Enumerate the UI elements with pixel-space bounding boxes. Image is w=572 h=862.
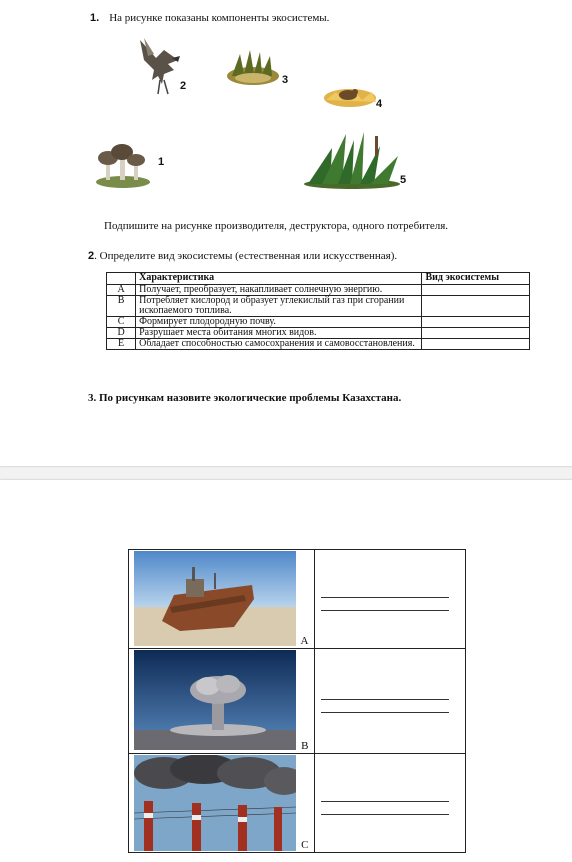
table-row <box>129 754 466 853</box>
image-label-a: A <box>300 635 309 647</box>
factory-smoke-photo <box>134 755 296 851</box>
image-cell-b <box>129 649 315 754</box>
row-answer-cell[interactable] <box>422 339 530 350</box>
table-row <box>107 296 530 317</box>
table-header-row <box>107 273 530 285</box>
row-characteristic: Обладает способностью самосохранения и самовосстановления. <box>136 339 422 350</box>
answer-line[interactable] <box>321 801 449 802</box>
mushroom-cloud-photo <box>134 650 296 750</box>
grass-nest-icon <box>224 48 282 88</box>
image-cell-c <box>129 754 315 853</box>
row-answer-cell[interactable] <box>422 328 530 339</box>
answer-line[interactable] <box>321 597 449 598</box>
factory-smoke-icon <box>134 755 296 851</box>
table-row <box>129 649 466 754</box>
table-row <box>107 328 530 339</box>
image-label-b: B <box>301 740 309 752</box>
label-5: 5 <box>400 174 407 186</box>
image-label-c: C <box>301 839 309 851</box>
answer-line[interactable] <box>321 712 449 713</box>
answer-cell-b[interactable] <box>315 649 466 754</box>
row-characteristic: Потребляет кислород и образует углекислый газ при сгорании ископаемого топлива. <box>136 296 422 317</box>
row-answer-cell[interactable] <box>422 296 530 317</box>
shipwreck-photo <box>134 551 296 646</box>
reed-grass-icon <box>302 130 402 190</box>
header-ecosystem-type: Вид экосистемы <box>422 273 530 285</box>
label-2: 2 <box>180 80 187 92</box>
hawk-icon <box>134 36 187 98</box>
row-letter: C <box>107 317 136 328</box>
answer-line[interactable] <box>321 610 449 611</box>
row-characteristic: Формирует плодородную почву. <box>136 317 422 328</box>
answer-cell-a[interactable] <box>315 550 466 649</box>
table-row <box>107 339 530 350</box>
task1-text: На рисунке показаны компоненты экосистемы. <box>109 12 330 24</box>
answer-cell-c[interactable] <box>315 754 466 853</box>
row-letter: B <box>107 296 136 317</box>
row-letter: D <box>107 328 136 339</box>
row-letter: A <box>107 285 136 296</box>
problems-table <box>128 549 466 853</box>
row-characteristic: Разрушает места обитания многих видов. <box>136 328 422 339</box>
answer-line[interactable] <box>321 699 449 700</box>
ecosystem-table <box>106 272 530 350</box>
task2-text: . Определите вид экосистемы (естественная или искусственная). <box>94 250 398 262</box>
header-letter <box>107 273 136 285</box>
row-characteristic: Получает, преобразует, накапливает солнечную энергию. <box>136 285 422 296</box>
table-row <box>107 285 530 296</box>
row-answer-cell[interactable] <box>422 285 530 296</box>
row-letter: E <box>107 339 136 350</box>
mushrooms-icon <box>94 138 152 190</box>
task2-number: 2 <box>88 250 95 262</box>
mushroom-cloud-icon <box>134 650 296 750</box>
task3-text: 3. По рисункам назовите экологические проблемы Казахстана. <box>88 392 402 404</box>
label-4: 4 <box>376 98 383 110</box>
row-answer-cell[interactable] <box>422 317 530 328</box>
header-characteristic: Характеристика <box>136 273 422 285</box>
task1-instruction: Подпишите на рисунке производителя, деструктора, одного потребителя. <box>104 220 449 232</box>
table-row <box>129 550 466 649</box>
label-1: 1 <box>158 156 165 168</box>
task1-heading <box>90 8 329 26</box>
answer-line[interactable] <box>321 814 449 815</box>
image-cell-a <box>129 550 315 649</box>
task2-heading <box>88 246 397 264</box>
mouse-on-hay-icon <box>322 80 378 108</box>
table-row <box>107 317 530 328</box>
task1-number: 1. <box>90 12 100 24</box>
shipwreck-icon <box>134 551 296 646</box>
label-3: 3 <box>282 74 289 86</box>
